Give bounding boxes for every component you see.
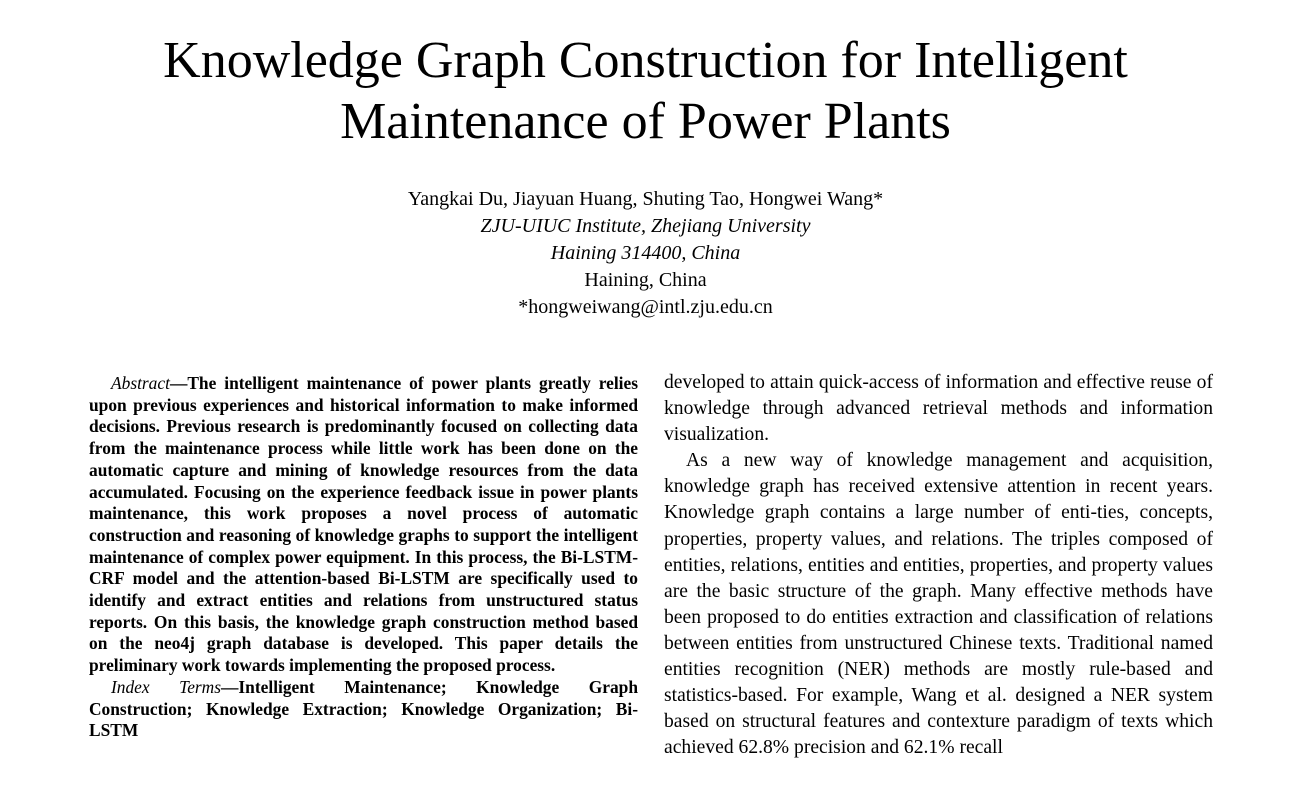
author-institute: ZJU-UIUC Institute, Zhejiang University: [480, 215, 811, 237]
abstract-label: Abstract: [111, 373, 170, 393]
author-names: Yangkai Du, Jiayuan Huang, Shuting Tao, Hongwei Wang*: [407, 188, 884, 210]
body-paragraph-1: developed to attain quick-access of information and effective reuse of knowledge through advanced retrieval methods and information visualization.: [664, 372, 1213, 446]
abstract-text: —The intelligent maintenance of power plants greatly relies upon previous experiences and historical information to make informed decisions. Previous research is predominantly focused on collecting data from the maintenance process while little work has been done on the automatic capture and mining of knowledge resources from the data accumulated. Focusing on the experience feedback issue in power plants maintenance, this work proposes a novel process of automatic construction and reasoning of knowledge graphs to support the intelligent maintenance of complex power equipment. In this process, the Bi-LSTM-CRF model and the attention-based Bi-LSTM are specifically used to identify and extract entities and relations from unstructured status reports. On this basis, the knowledge graph construction method based on the neo4j graph database is developed. This paper details the preliminary work towards implementing the proposed process.: [89, 373, 638, 676]
body-column-right: [664, 370, 1213, 761]
index-terms-paragraph: [89, 677, 638, 742]
abstract-paragraph: [89, 373, 638, 677]
index-terms-label: Index Terms: [111, 676, 222, 697]
author-city: Haining, China: [584, 269, 707, 291]
body-paragraph-2: As a new way of knowledge management and acquisition, knowledge graph has received extensive attention in recent years. Knowledge graph contains a large number of enti-ties, concepts, properties, property values, and relations. The triples composed of entities, relations, entities and entities, properties, and property values are the basic structure of the graph. Many effective methods have been proposed to do entities extraction and classification of relations between entities from unstructured Chinese texts. Traditional named entities recognition (NER) methods are mostly rule-based and statistics-based. For example, Wang et al. designed a NER system based on structural features and contexture paradigm of texts which achieved 62.8% precision and 62.1% recall: [664, 450, 1213, 759]
author-address: Haining 314400, China: [550, 242, 741, 264]
abstract-column: [89, 373, 638, 742]
paper-title-line-2: Maintenance of Power Plants: [340, 93, 951, 150]
paper-title: [0, 30, 1291, 152]
index-terms-text: —Intelligent Maintenance; Knowledge Graph Construction; Knowledge Extraction; Knowledge Organization; Bi-LSTM: [89, 676, 638, 741]
paper-title-line-1: Knowledge Graph Construction for Intelligent: [163, 32, 1128, 89]
author-email: *hongweiwang@intl.zju.edu.cn: [518, 296, 773, 318]
author-block: [0, 186, 1291, 321]
